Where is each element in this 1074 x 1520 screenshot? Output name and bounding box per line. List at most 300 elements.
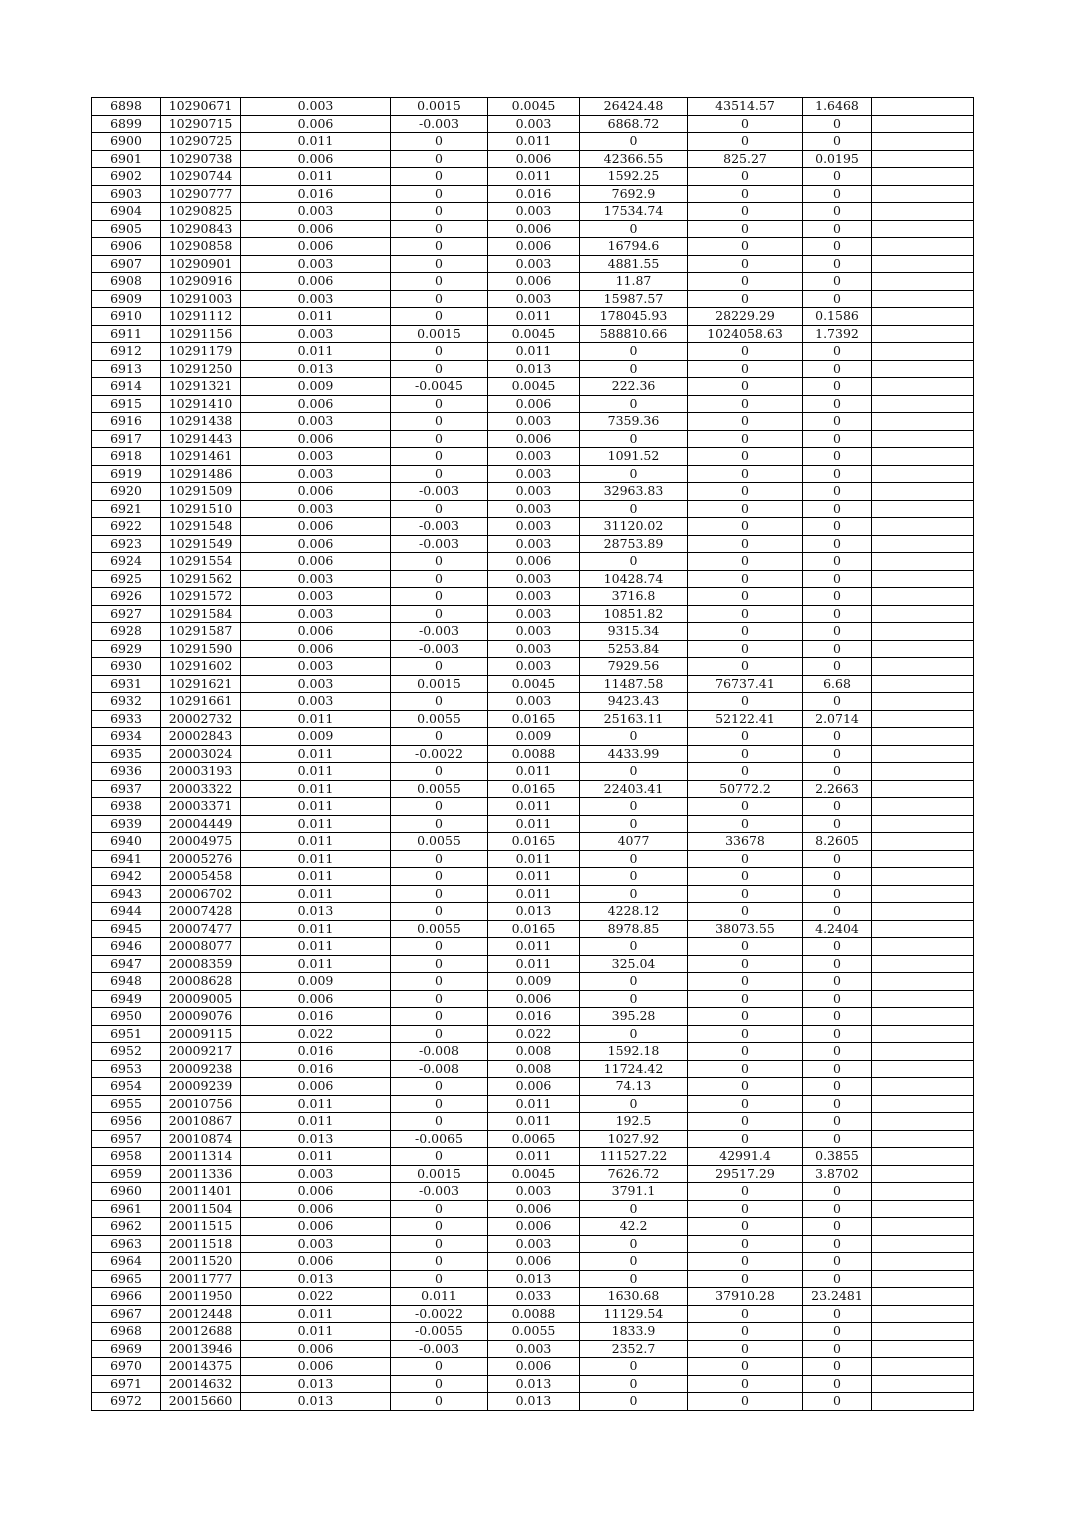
table-cell: 0.006 [488, 273, 580, 291]
table-cell: 0.011 [488, 815, 580, 833]
table-row [92, 290, 974, 308]
table-cell: 0 [803, 255, 872, 273]
table-cell: 0 [391, 133, 488, 151]
table-cell: 0.0165 [488, 710, 580, 728]
table-cell: 0 [391, 1375, 488, 1393]
table-row [92, 500, 974, 518]
table-cell [872, 343, 974, 361]
table-cell [872, 798, 974, 816]
table-cell [872, 238, 974, 256]
table-cell: -0.003 [391, 518, 488, 536]
table-cell: 6910 [92, 308, 161, 326]
table-cell: 0.003 [488, 1235, 580, 1253]
table-cell: 0 [580, 868, 688, 886]
table-cell: 0.003 [488, 500, 580, 518]
table-cell: 395.28 [580, 1008, 688, 1026]
table-cell: 0 [688, 850, 803, 868]
table-cell: 0.0165 [488, 920, 580, 938]
table-cell: 0 [803, 588, 872, 606]
table-cell: 0 [803, 1393, 872, 1411]
table-cell: 0.006 [241, 623, 391, 641]
table-cell: 0 [803, 1095, 872, 1113]
table-cell: 0 [803, 868, 872, 886]
table-cell: 6940 [92, 833, 161, 851]
table-cell: 6903 [92, 185, 161, 203]
table-cell: 0.009 [241, 378, 391, 396]
table-cell: 6916 [92, 413, 161, 431]
table-cell: 0.006 [241, 1218, 391, 1236]
table-cell: 0 [803, 448, 872, 466]
table-row [92, 1165, 974, 1183]
table-cell: 10291554 [161, 553, 241, 571]
table-cell: 0.003 [488, 570, 580, 588]
table-row [92, 833, 974, 851]
table-cell: 0 [688, 938, 803, 956]
table-cell: 0.011 [488, 168, 580, 186]
table-cell: 6941 [92, 850, 161, 868]
table-cell: 33678 [688, 833, 803, 851]
table-cell: 6969 [92, 1340, 161, 1358]
table-cell: 0 [688, 885, 803, 903]
table-cell [872, 255, 974, 273]
table-cell [872, 938, 974, 956]
table-cell: 0 [391, 1218, 488, 1236]
table-cell: 20005276 [161, 850, 241, 868]
table-cell: 0.011 [241, 1323, 391, 1341]
table-cell: 6902 [92, 168, 161, 186]
table-cell: -0.008 [391, 1060, 488, 1078]
table-cell: 0 [391, 815, 488, 833]
table-cell: 20009115 [161, 1025, 241, 1043]
table-cell: 0.006 [241, 553, 391, 571]
table-cell: 10291112 [161, 308, 241, 326]
table-cell: 1.6468 [803, 98, 872, 116]
table-cell: 0 [391, 658, 488, 676]
table-cell: 178045.93 [580, 308, 688, 326]
table-cell: 20011336 [161, 1165, 241, 1183]
table-cell: -0.0022 [391, 1305, 488, 1323]
table-cell: 0.0088 [488, 1305, 580, 1323]
table-cell: 0 [580, 395, 688, 413]
table-cell [872, 1218, 974, 1236]
table-cell: 0.011 [241, 1148, 391, 1166]
table-cell: 0.011 [488, 1095, 580, 1113]
table-cell: 0 [803, 553, 872, 571]
table-cell: 10290738 [161, 150, 241, 168]
table-cell: 0 [688, 168, 803, 186]
table-cell: 10291410 [161, 395, 241, 413]
table-cell: 10291461 [161, 448, 241, 466]
table-cell: -0.008 [391, 1043, 488, 1061]
table-cell: 0 [688, 1235, 803, 1253]
table-row [92, 1148, 974, 1166]
table-cell: 0 [688, 1253, 803, 1271]
table-cell: 0 [391, 273, 488, 291]
table-cell [872, 903, 974, 921]
table-cell: 0.003 [241, 290, 391, 308]
table-cell: 0 [391, 1113, 488, 1131]
table-row [92, 535, 974, 553]
table-cell: 10291156 [161, 325, 241, 343]
table-cell: 10291584 [161, 605, 241, 623]
table-cell: 0 [803, 273, 872, 291]
table-cell: 0 [803, 815, 872, 833]
table-cell: 0 [803, 938, 872, 956]
table-cell: 0.006 [241, 1183, 391, 1201]
table-cell: 10291438 [161, 413, 241, 431]
table-cell [872, 500, 974, 518]
table-cell [872, 850, 974, 868]
table-cell: 23.2481 [803, 1288, 872, 1306]
table-cell: 0 [391, 938, 488, 956]
table-row [92, 430, 974, 448]
table-cell: 0.013 [488, 1393, 580, 1411]
table-row [92, 1043, 974, 1061]
table-cell: 6972 [92, 1393, 161, 1411]
table-cell: 6932 [92, 693, 161, 711]
table-cell: 6933 [92, 710, 161, 728]
table-cell [872, 780, 974, 798]
table-cell [872, 1008, 974, 1026]
table-cell [872, 203, 974, 221]
table-cell: 20007477 [161, 920, 241, 938]
table-row [92, 623, 974, 641]
table-row [92, 868, 974, 886]
table-cell: 0 [688, 1078, 803, 1096]
table-cell: 0 [580, 1200, 688, 1218]
table-cell: 0 [688, 518, 803, 536]
table-cell: 10291321 [161, 378, 241, 396]
table-cell: 0 [803, 1008, 872, 1026]
table-row [92, 815, 974, 833]
table-cell: 6964 [92, 1253, 161, 1271]
table-cell: 0.0045 [488, 98, 580, 116]
table-row [92, 325, 974, 343]
table-cell [872, 395, 974, 413]
table-row [92, 1323, 974, 1341]
table-cell [872, 115, 974, 133]
table-row [92, 518, 974, 536]
table-row [92, 728, 974, 746]
table-cell: 0 [688, 1393, 803, 1411]
table-cell [872, 220, 974, 238]
table-cell: 0 [580, 430, 688, 448]
table-cell: 0.013 [488, 1375, 580, 1393]
table-cell: 8978.85 [580, 920, 688, 938]
table-cell: 0.003 [241, 255, 391, 273]
table-cell: 0 [688, 413, 803, 431]
table-cell [872, 325, 974, 343]
table-cell: -0.003 [391, 1340, 488, 1358]
table-cell: 20002843 [161, 728, 241, 746]
table-cell: 10290901 [161, 255, 241, 273]
table-cell: 6950 [92, 1008, 161, 1026]
table-cell [872, 290, 974, 308]
table-cell: 192.5 [580, 1113, 688, 1131]
table-cell: 0 [803, 955, 872, 973]
table-row [92, 885, 974, 903]
table-cell: 0.0055 [391, 920, 488, 938]
table-cell: 43514.57 [688, 98, 803, 116]
table-cell: 10428.74 [580, 570, 688, 588]
table-cell: 0 [803, 395, 872, 413]
table-cell: 20011504 [161, 1200, 241, 1218]
table-cell: 0 [391, 1148, 488, 1166]
table-cell: 0 [391, 500, 488, 518]
data-table [91, 97, 974, 1411]
table-cell: 0.006 [241, 640, 391, 658]
table-cell: 0 [391, 290, 488, 308]
table-cell [872, 623, 974, 641]
table-row [92, 98, 974, 116]
table-cell: 0.003 [241, 1235, 391, 1253]
table-cell: 6919 [92, 465, 161, 483]
table-cell: 6946 [92, 938, 161, 956]
table-cell: 0.003 [488, 1183, 580, 1201]
table-cell: 0 [688, 990, 803, 1008]
table-cell: 0.011 [488, 798, 580, 816]
table-cell [872, 1148, 974, 1166]
table-cell: 6898 [92, 98, 161, 116]
table-cell [872, 605, 974, 623]
table-row [92, 395, 974, 413]
table-cell: 20008359 [161, 955, 241, 973]
table-cell: 0 [391, 185, 488, 203]
table-cell: 0 [391, 1253, 488, 1271]
table-cell: 20009239 [161, 1078, 241, 1096]
table-cell: 0.0065 [488, 1130, 580, 1148]
table-cell: 20011515 [161, 1218, 241, 1236]
table-cell: 0.008 [488, 1043, 580, 1061]
table-cell: 6928 [92, 623, 161, 641]
table-cell: 0 [391, 1008, 488, 1026]
table-cell: 0 [803, 133, 872, 151]
table-cell: 6953 [92, 1060, 161, 1078]
table-cell: 20010756 [161, 1095, 241, 1113]
table-cell: 10290777 [161, 185, 241, 203]
table-cell: 0 [391, 850, 488, 868]
table-cell: 6917 [92, 430, 161, 448]
table-cell: 0 [688, 535, 803, 553]
table-cell: 0.006 [488, 238, 580, 256]
table-cell: 0.011 [241, 850, 391, 868]
table-cell [872, 308, 974, 326]
table-cell [872, 745, 974, 763]
table-cell: 0 [803, 990, 872, 1008]
table-cell: 0.003 [241, 413, 391, 431]
table-cell: 0.003 [241, 605, 391, 623]
table-cell: 6948 [92, 973, 161, 991]
table-cell: 20010874 [161, 1130, 241, 1148]
table-cell: 0.011 [241, 955, 391, 973]
table-cell: 6956 [92, 1113, 161, 1131]
table-row [92, 1393, 974, 1411]
table-cell: 0.013 [241, 1375, 391, 1393]
table-cell: 0 [391, 1078, 488, 1096]
table-cell: 0 [391, 1393, 488, 1411]
table-cell: 6945 [92, 920, 161, 938]
table-row [92, 693, 974, 711]
table-cell: 0 [803, 1340, 872, 1358]
table-cell: 0.0015 [391, 325, 488, 343]
table-cell: 0 [391, 693, 488, 711]
table-cell: 0.008 [488, 1060, 580, 1078]
table-cell: 0 [803, 623, 872, 641]
table-cell: 0 [688, 1025, 803, 1043]
table-cell: 1091.52 [580, 448, 688, 466]
table-cell: 10291590 [161, 640, 241, 658]
table-cell: 0 [803, 973, 872, 991]
table-cell: 6944 [92, 903, 161, 921]
table-cell: 6904 [92, 203, 161, 221]
table-cell [872, 885, 974, 903]
table-cell: 0 [580, 798, 688, 816]
table-cell: 0 [688, 1323, 803, 1341]
table-cell: 0.003 [241, 500, 391, 518]
table-cell [872, 1113, 974, 1131]
table-cell: 11.87 [580, 273, 688, 291]
table-row [92, 605, 974, 623]
table-row [92, 465, 974, 483]
table-cell: 6942 [92, 868, 161, 886]
table-row [92, 1008, 974, 1026]
table-cell [872, 1060, 974, 1078]
table-cell: 0 [688, 1218, 803, 1236]
table-cell: -0.0055 [391, 1323, 488, 1341]
table-cell: 0.006 [488, 553, 580, 571]
table-cell: 0 [803, 115, 872, 133]
table-cell: 6957 [92, 1130, 161, 1148]
table-row [92, 308, 974, 326]
table-cell: 0 [803, 203, 872, 221]
table-cell: 0.003 [488, 1340, 580, 1358]
table-cell: 0.003 [488, 483, 580, 501]
table-cell: 0 [803, 518, 872, 536]
table-cell: 0 [803, 378, 872, 396]
table-cell: 0.016 [241, 185, 391, 203]
table-cell: 6963 [92, 1235, 161, 1253]
table-cell: 0 [803, 1375, 872, 1393]
table-cell: 4433.99 [580, 745, 688, 763]
table-cell: 0 [688, 640, 803, 658]
table-cell: 0 [688, 1358, 803, 1376]
table-row [92, 955, 974, 973]
table-cell: 42.2 [580, 1218, 688, 1236]
table-cell: 6905 [92, 220, 161, 238]
table-cell: 10291562 [161, 570, 241, 588]
table-cell [872, 675, 974, 693]
table-cell: 0.011 [488, 868, 580, 886]
table-cell: 10291250 [161, 360, 241, 378]
table-cell: 0 [688, 745, 803, 763]
table-cell: 6921 [92, 500, 161, 518]
table-cell: 0 [688, 378, 803, 396]
table-cell: 0.003 [241, 203, 391, 221]
table-row [92, 133, 974, 151]
table-cell: 10291486 [161, 465, 241, 483]
table-row [92, 343, 974, 361]
table-cell: 15987.57 [580, 290, 688, 308]
table-cell: 10290843 [161, 220, 241, 238]
table-cell: 0 [580, 465, 688, 483]
table-cell: 10290725 [161, 133, 241, 151]
table-cell: 0.016 [241, 1008, 391, 1026]
table-cell: -0.003 [391, 535, 488, 553]
table-cell: 3.8702 [803, 1165, 872, 1183]
table-cell: 0.013 [241, 1393, 391, 1411]
table-cell: 10851.82 [580, 605, 688, 623]
table-cell [872, 133, 974, 151]
table-cell: 0.011 [241, 1113, 391, 1131]
table-cell: 0 [580, 1270, 688, 1288]
table-cell: 0.006 [241, 115, 391, 133]
table-cell: 0.006 [241, 273, 391, 291]
table-row [92, 763, 974, 781]
table-cell: 0.003 [488, 535, 580, 553]
table-cell: 4077 [580, 833, 688, 851]
table-cell: 10291548 [161, 518, 241, 536]
table-cell [872, 990, 974, 1008]
table-cell: 0 [803, 220, 872, 238]
table-cell: 0 [391, 553, 488, 571]
table-cell [872, 1323, 974, 1341]
table-cell: 25163.11 [580, 710, 688, 728]
table-cell: 0.011 [241, 780, 391, 798]
table-cell: 0 [688, 728, 803, 746]
table-row [92, 850, 974, 868]
table-cell: 0 [688, 1008, 803, 1026]
table-cell: 0.011 [241, 745, 391, 763]
table-cell: 0 [803, 658, 872, 676]
table-cell: 6908 [92, 273, 161, 291]
table-cell: 0.006 [488, 1253, 580, 1271]
table-cell: 26424.48 [580, 98, 688, 116]
table-cell: 0 [803, 1270, 872, 1288]
table-row [92, 413, 974, 431]
table-cell: 0 [391, 570, 488, 588]
table-cell: 0 [803, 1200, 872, 1218]
table-cell: 0.003 [241, 1165, 391, 1183]
table-cell: 0.003 [488, 518, 580, 536]
table-cell: 6920 [92, 483, 161, 501]
table-cell [872, 1078, 974, 1096]
table-cell: 0 [803, 1235, 872, 1253]
table-cell: 29517.29 [688, 1165, 803, 1183]
table-cell: 0.003 [241, 98, 391, 116]
table-cell: 0.022 [241, 1288, 391, 1306]
table-cell: 0 [391, 238, 488, 256]
table-cell: 0 [803, 1358, 872, 1376]
table-cell: 0 [803, 535, 872, 553]
table-cell: 0 [391, 885, 488, 903]
table-cell [872, 658, 974, 676]
table-cell: 52122.41 [688, 710, 803, 728]
table-cell: 6926 [92, 588, 161, 606]
table-cell: 6907 [92, 255, 161, 273]
table-row [92, 1235, 974, 1253]
table-cell: 0 [803, 1113, 872, 1131]
table-cell: 9423.43 [580, 693, 688, 711]
table-cell: -0.0022 [391, 745, 488, 763]
table-cell: 0 [803, 1323, 872, 1341]
table-cell: 0 [391, 308, 488, 326]
table-cell: 6911 [92, 325, 161, 343]
table-cell: 10291443 [161, 430, 241, 448]
table-cell: 0 [580, 763, 688, 781]
table-cell: 0 [803, 290, 872, 308]
table-cell: 20009238 [161, 1060, 241, 1078]
table-row [92, 220, 974, 238]
